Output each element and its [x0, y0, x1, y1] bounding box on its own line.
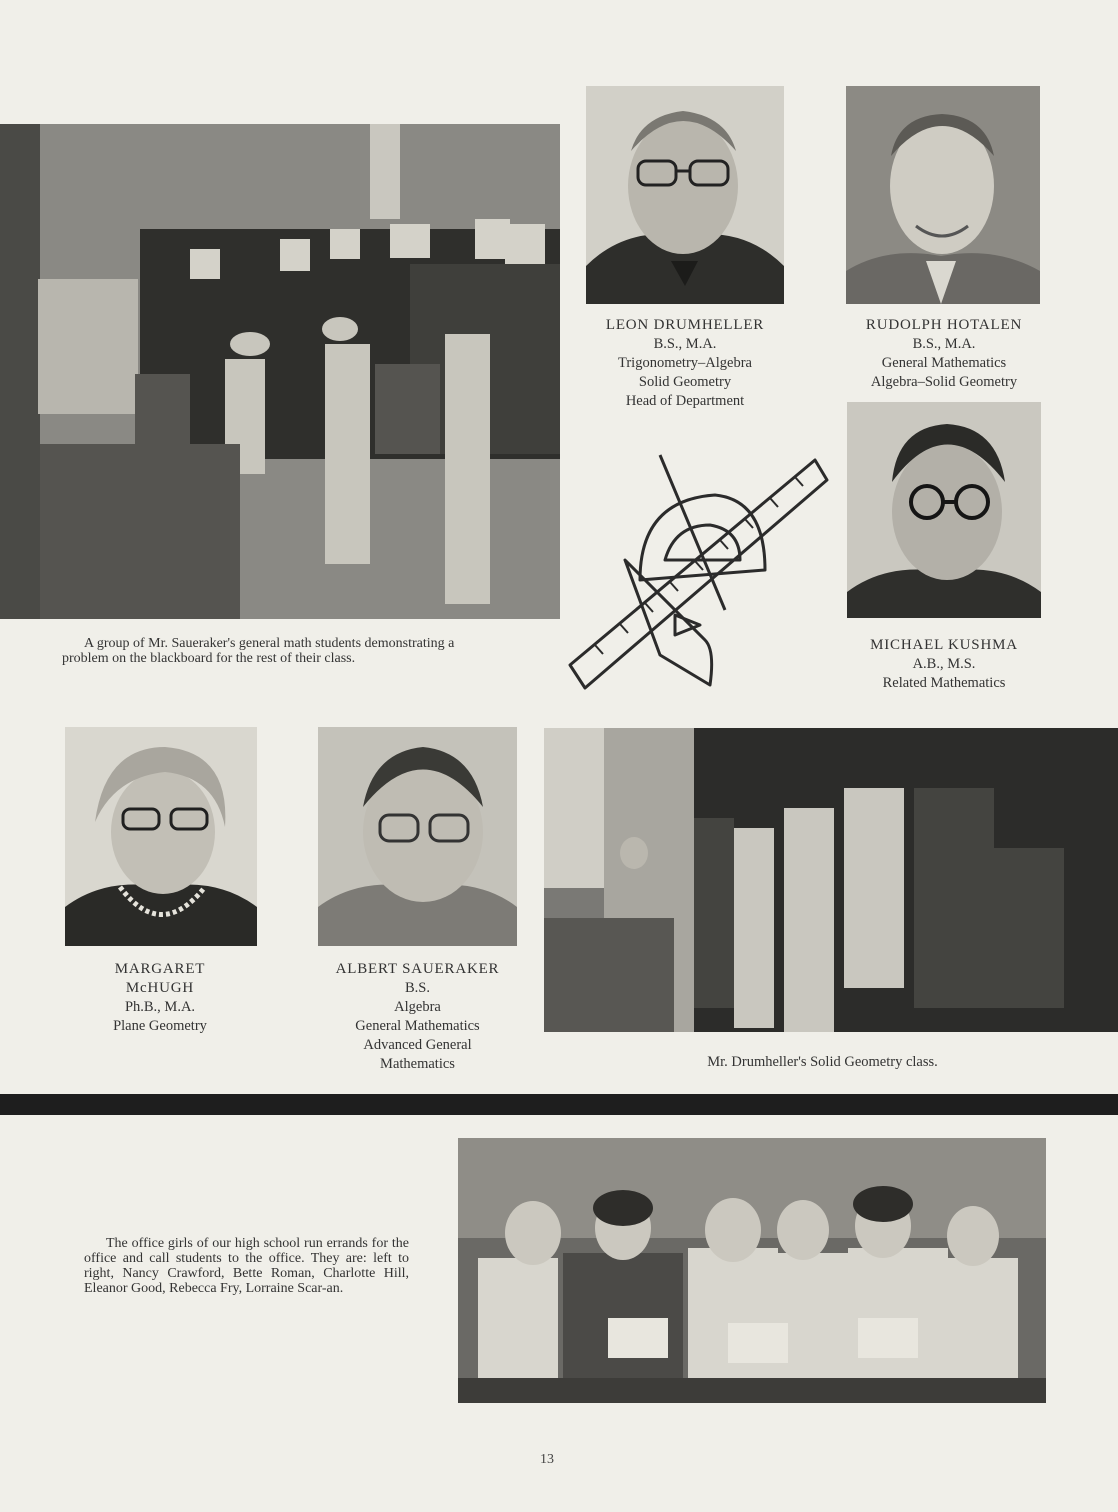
albert-saueraker-portrait [318, 727, 517, 946]
faculty-name: MARGARET [114, 961, 206, 977]
michael-kushma-portrait [847, 402, 1041, 618]
office-girls-caption: The office girls of our high school run errands for the office and call students to the office. They are: left to right, Nancy Crawford, Bette Roman, Charlotte Hill, Eleanor Good, Rebecca Fry, Lorraine Scar-an. [84, 1236, 409, 1296]
michael-kushma-caption [830, 636, 1058, 693]
faculty-degrees: B.S. [405, 980, 430, 996]
faculty-subject: Algebra [394, 999, 441, 1015]
albert-saueraker-caption [305, 960, 530, 1074]
margaret-mchugh-caption [60, 960, 260, 1036]
faculty-name: LEON DRUMHELLER [605, 317, 765, 333]
faculty-name: RUDOLPH HOTALEN [865, 317, 1023, 333]
margaret-mchugh-portrait [65, 727, 257, 946]
faculty-subject: Trigonometry–Algebra [618, 355, 752, 371]
faculty-name: ALBERT SAUERAKER [335, 961, 500, 977]
faculty-subject: Advanced General [363, 1037, 472, 1053]
solid-geometry-caption [600, 1053, 1045, 1072]
faculty-subject: General Mathematics [881, 355, 1007, 371]
faculty-degrees: B.S., M.A. [912, 336, 976, 352]
faculty-degrees: B.S., M.A. [653, 336, 717, 352]
classroom-blackboard-photo [0, 124, 560, 619]
faculty-degrees: Ph.B., M.A. [124, 999, 196, 1015]
leon-drumheller-caption [570, 316, 800, 411]
faculty-subject: Solid Geometry [638, 374, 732, 390]
blackboard-caption: A group of Mr. Saueraker's general math students demonstrating a problem on the blackboard for the rest of their class. [62, 636, 455, 666]
leon-drumheller-portrait [586, 86, 784, 304]
faculty-name: McHUGH [125, 980, 195, 996]
rudolph-hotalen-portrait [846, 86, 1040, 304]
faculty-subject: Mathematics [380, 1056, 455, 1072]
faculty-subject: Plane Geometry [113, 1018, 207, 1034]
caption-text: Mr. Drumheller's Solid Geometry class. [707, 1054, 938, 1070]
page-number: 13 [540, 1452, 554, 1467]
faculty-degrees: A.B., M.S. [912, 656, 976, 672]
section-divider [0, 1094, 1118, 1115]
faculty-subject: Algebra–Solid Geometry [870, 374, 1018, 390]
office-girls-photo [458, 1138, 1046, 1403]
faculty-subject: Head of Department [625, 393, 745, 409]
rudolph-hotalen-caption [830, 316, 1058, 392]
faculty-subject: Related Mathematics [882, 675, 1006, 691]
geometry-instruments-drawing [565, 440, 835, 695]
faculty-name: MICHAEL KUSHMA [870, 637, 1018, 653]
solid-geometry-class-photo [544, 728, 1118, 1032]
faculty-subject: General Mathematics [355, 1018, 480, 1034]
